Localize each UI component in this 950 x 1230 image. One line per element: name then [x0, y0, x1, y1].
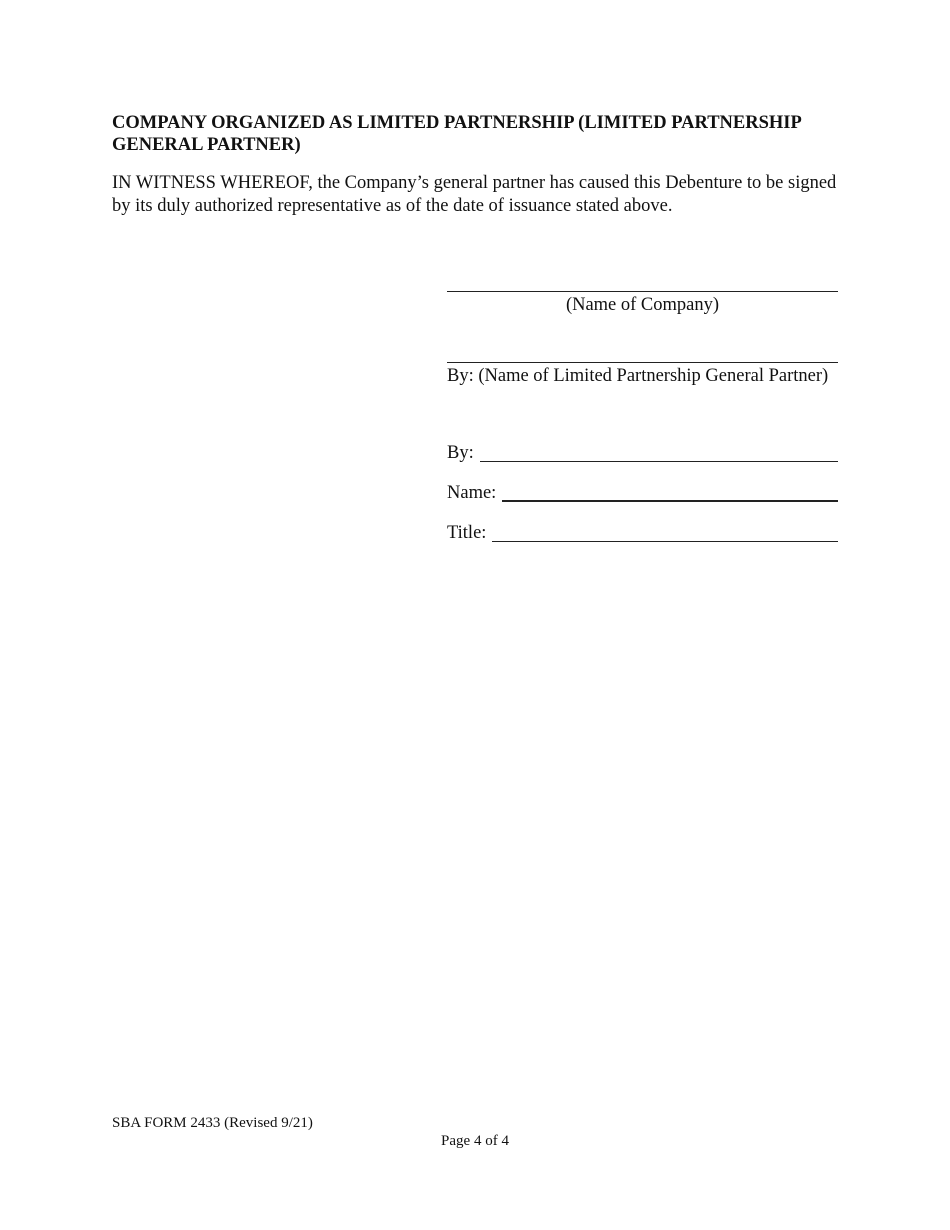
by-field[interactable]: [447, 440, 838, 464]
witness-paragraph: IN WITNESS WHEREOF, the Company’s general partner has caused this Debenture to be signed by its duly authorized representative as of the date of issuance stated above.: [112, 173, 837, 216]
by-label: By:: [447, 443, 474, 463]
general-partner-line: [447, 362, 838, 363]
general-partner-caption: By: (Name of Limited Partnership General Partner): [447, 366, 829, 386]
title-blank[interactable]: [492, 523, 838, 542]
title-label: Title:: [447, 523, 487, 543]
by-blank[interactable]: [480, 443, 838, 462]
section-heading: COMPANY ORGANIZED AS LIMITED PARTNERSHIP (LIMITED PARTNERSHIP GENERAL PARTNER): [112, 113, 801, 155]
form-identifier: SBA FORM 2433 (Revised 9/21): [112, 1115, 313, 1131]
company-name-caption: (Name of Company): [565, 295, 720, 315]
company-name-line: [447, 291, 838, 292]
name-label: Name:: [447, 483, 497, 503]
page-number: Page 4 of 4: [441, 1133, 509, 1149]
name-field[interactable]: [447, 480, 838, 504]
name-blank[interactable]: [502, 482, 838, 502]
title-field[interactable]: [447, 520, 838, 544]
